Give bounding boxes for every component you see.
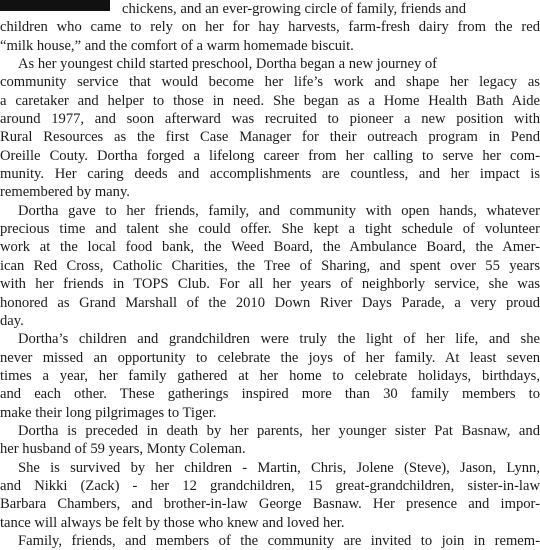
text-line: chickens, and an ever-growing circle of family, friends and bbox=[122, 1, 467, 17]
text-line: Rural Resources as the first Case Manager for their outreach program in Pend bbox=[0, 129, 540, 146]
text-line: As her youngest child started preschool, Dortha began a new journey of bbox=[18, 56, 438, 73]
text-line: She is survived by her children - Martin, Chris, Jolene (Steve), Jason, Lynn, bbox=[18, 459, 540, 476]
text-line: “milk house,” and the comfort of a warm homemade biscuit. bbox=[0, 37, 354, 54]
text-line: a caretaker and helper to those in need. She began as a Home Health Bath Aide bbox=[0, 92, 540, 109]
text-line: work at the local food bank, the Weed Board, the Ambulance Board, the Amer- bbox=[0, 239, 540, 256]
text-line: Dortha is preceded in death by her parents, her younger sister Pat Basnaw, and bbox=[18, 422, 540, 439]
text-line: honored as Grand Marshall of the 2010 Down River Days Parade, a very proud bbox=[0, 294, 540, 311]
text-line: never missed an opportunity to celebrate the joys of her family. At least seven bbox=[0, 349, 540, 366]
text-line: around 1977, and soon afterward was recruited to pioneer a new position with bbox=[0, 111, 540, 128]
text-line: tance will always be felt by those who knew and loved her. bbox=[0, 514, 345, 531]
text-line: children who came to rely on her for hay harvests, farm-fresh dairy from the red bbox=[0, 19, 540, 36]
text-line: day. bbox=[0, 312, 24, 329]
text-line: Family, friends, and members of the community are invited to join in remem- bbox=[18, 532, 540, 549]
text-line: and each other. These gatherings inspired more than 30 family members to bbox=[0, 386, 540, 403]
text-line: and Nikki (Zack) - her 12 grandchildren, 15 great-grandchildren, sister-in-law bbox=[0, 477, 540, 494]
text-line: munity. Her caring deeds and accomplishments are countless, and her impact is bbox=[0, 166, 540, 183]
text-line: make their long pilgrimages to Tiger. bbox=[0, 404, 217, 421]
text-line: community service that would become her life’s work and shape her legacy as bbox=[0, 74, 540, 91]
text-line: remembered by many. bbox=[0, 184, 130, 201]
text-line: Dortha gave to her friends, family, and community with open hands, whatever bbox=[18, 202, 540, 219]
text-line: Oreille Couty. Dortha forged a lifelong career from her calling to serve her com- bbox=[0, 147, 540, 164]
text-line: precious time and talent she could offer. She kept a tight schedule of volunteer bbox=[0, 221, 540, 238]
text-line: ican Red Cross, Catholic Charities, the Tree of Sharing, and spent over 55 years bbox=[0, 257, 540, 274]
text-line: her husband of 59 years, Monty Coleman. bbox=[0, 441, 246, 458]
text-line: with her friends in TOPS Club. For all her years of neighborly service, she was bbox=[0, 276, 540, 293]
text-line: times a year, her family gathered at her home to celebrate holidays, birthdays, bbox=[0, 367, 540, 384]
text-line: Dortha’s children and grandchildren were truly the light of her life, and she bbox=[18, 331, 540, 348]
text-line: Barbara Chambers, and brother-in-law George Basnaw. Her presence and impor- bbox=[0, 496, 540, 513]
